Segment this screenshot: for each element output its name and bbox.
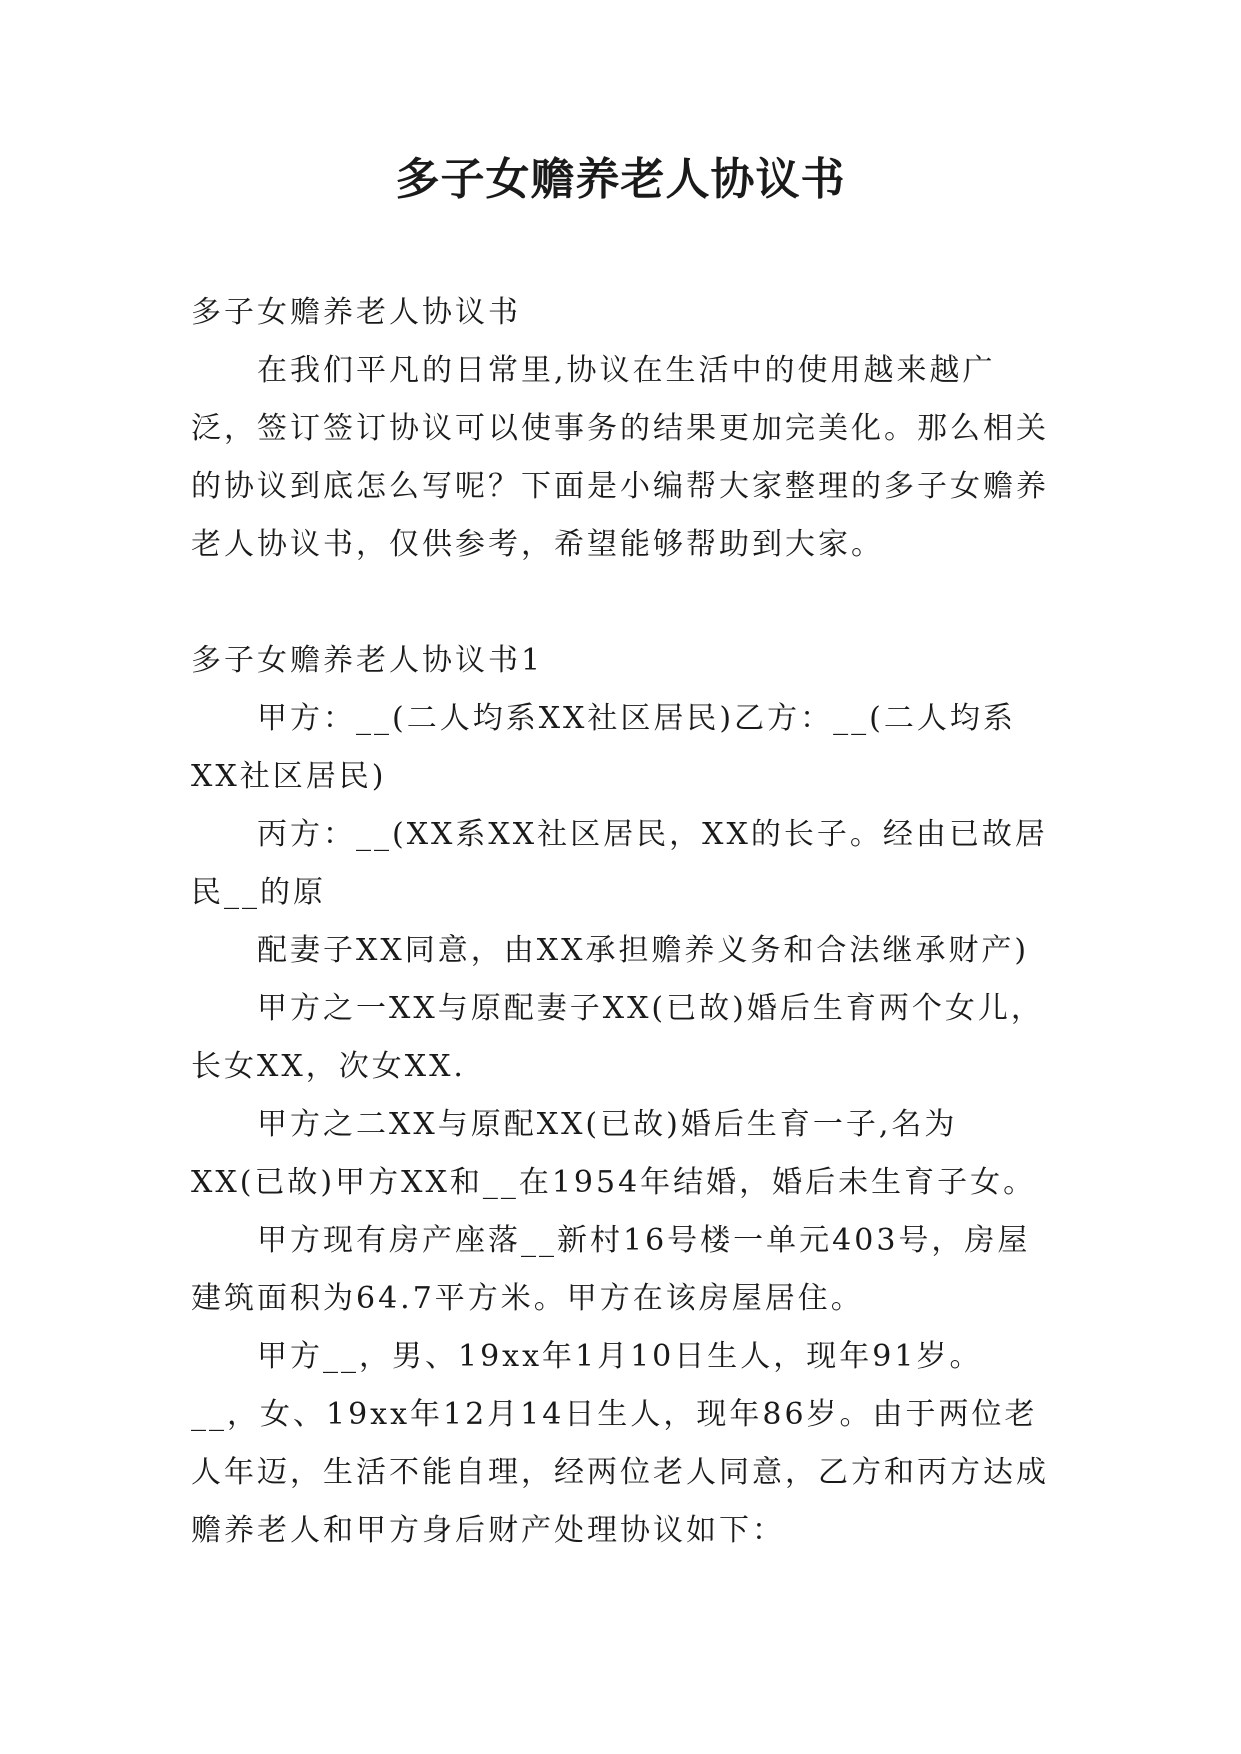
paragraph-property: 甲方现有房产座落__新村16号楼一单元403号，房屋建筑面积为64.7平方米。甲方在该房屋居住。 [191, 1223, 1031, 1316]
paragraph-party-a-first: 甲方之一XX与原配妻子XX(已故)婚后生育两个女儿，长女XX，次女XX. [191, 991, 1044, 1084]
paragraph-agreement-intro: 甲方__，男、19xx年1月10日生人，现年91岁。__，女、19xx年12月14日生人，现年86岁。由于两位老人年迈，生活不能自理，经两位老人同意，乙方和丙方达成赡养老人和甲方身后财产处理协议如下： [191, 1339, 1049, 1548]
paragraph-party-c-continued: 配妻子XX同意，由XX承担赡养义务和合法继承财产) [257, 933, 1030, 968]
document-title: 多子女赡养老人协议书 [395, 154, 846, 205]
paragraph-party-a-second: 甲方之二XX与原配XX(已故)婚后生育一子,名为XX(已故)甲方XX和__在1954年结婚，婚后未生育子女。 [191, 1107, 1037, 1200]
intro-paragraph: 在我们平凡的日常里,协议在生活中的使用越来越广泛，签订签订协议可以使事务的结果更加完美化。那么相关的协议到底怎么写呢？下面是小编帮大家整理的多子女赡养老人协议书，仅供参考，希望能够帮助到大家。 [191, 353, 1049, 562]
paragraph-party-c: 丙方：__(XX系XX社区居民，XX的长子。经由已故居民__的原 [191, 817, 1048, 910]
paragraph-parties: 甲方：__(二人均系XX社区居民)乙方：__(二人均系XX社区居民) [191, 701, 1016, 794]
document-subtitle: 多子女赡养老人协议书 [191, 295, 521, 330]
section-title: 多子女赡养老人协议书1 [191, 643, 544, 678]
paragraph-spacer [191, 574, 1051, 632]
document-body [191, 284, 1051, 1560]
